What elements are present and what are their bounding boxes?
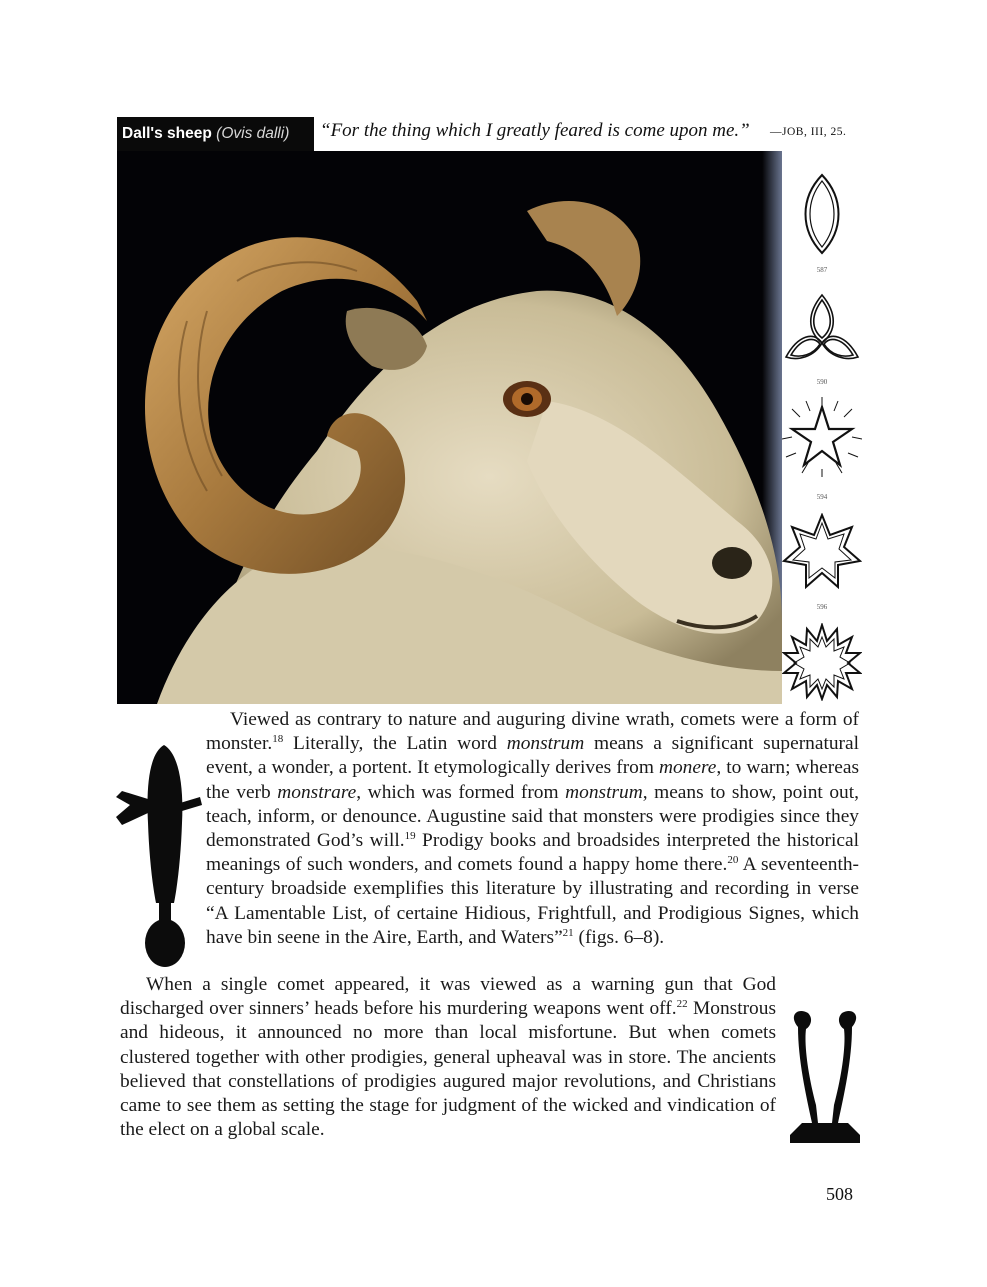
comet-glyph-left-icon bbox=[112, 743, 204, 970]
text-run: When a single comet appeared, it was viewed as a warning gun that God discharged over sinners’ heads before his murdering weapons went off. bbox=[120, 974, 776, 1020]
figure-caption-label bbox=[117, 117, 314, 151]
italic-term: monstrum bbox=[565, 781, 643, 803]
footnote-ref[interactable]: 22 bbox=[676, 998, 688, 1011]
text-run: , to warn; whereas the verb bbox=[206, 757, 859, 803]
radiant-star-icon bbox=[782, 397, 862, 477]
ram-horn-glyph-icon bbox=[784, 1005, 866, 1145]
text-run: Viewed as contrary to nature and auguring divine wrath, comets were a form of monster. bbox=[206, 709, 859, 755]
ram-head-photo bbox=[117, 151, 782, 704]
page-number: 508 bbox=[826, 1184, 853, 1204]
footnote-ref[interactable]: 19 bbox=[404, 830, 416, 843]
vesica-icon bbox=[782, 173, 862, 255]
symbol-column bbox=[782, 151, 862, 704]
symbol-number: 596 bbox=[816, 603, 828, 611]
footnote-ref[interactable]: 18 bbox=[272, 733, 284, 746]
body-paragraph-1 bbox=[206, 708, 859, 950]
text-run: Literally, the Latin word bbox=[283, 733, 507, 755]
epigraph-source: —JOB, III, 25. bbox=[770, 126, 847, 138]
text-run: Prodigy books and broadsides interpreted the historical meanings of such wonders, and comets found a happy home there. bbox=[206, 830, 859, 876]
text-run: , means to show, point out, teach, inform, or denounce. Augustine said that monsters were prodigies since they demonstrated God’s will. bbox=[206, 781, 859, 852]
symbol-number: 590 bbox=[816, 378, 828, 386]
italic-term: monere bbox=[658, 757, 717, 779]
symbol-number: 594 bbox=[816, 493, 828, 501]
epigraph-quote: “For the thing which I greatly feared is come upon me.” bbox=[320, 120, 750, 141]
triquetra-icon bbox=[782, 291, 862, 363]
ram-illustration bbox=[117, 151, 782, 704]
text-run: means a significant supernatural event, a wonder, a portent. It etymologically derives from bbox=[206, 733, 859, 779]
text-run: (figs. 6–8). bbox=[573, 926, 665, 948]
starburst-icon bbox=[782, 623, 862, 701]
symbol-number: 587 bbox=[816, 266, 828, 274]
body-paragraph-2 bbox=[120, 973, 776, 1142]
footnote-ref[interactable]: 21 bbox=[562, 926, 574, 939]
seven-point-star-icon bbox=[782, 513, 862, 589]
text-run: A seventeenth-century broadside exemplifies this literature by illustrating and recording in verse “A Lamentable List, of certaine Hidious, Frightfull, and Prodigious Signes, which have bin seene in the Aire, Earth, and Waters” bbox=[206, 854, 859, 948]
footnote-ref[interactable]: 20 bbox=[727, 854, 739, 867]
species-latin-name: (Ovis dalli) bbox=[216, 125, 290, 142]
italic-term: monstrum bbox=[506, 733, 585, 755]
species-name: Dall's sheep bbox=[122, 125, 212, 142]
italic-term: monstrare bbox=[277, 781, 357, 803]
text-run: Monstrous and hideous, it announced no more than local misfortune. But when comets clustered together with other prodigies, general upheaval was in store. The ancients believed that constellations of prodigies augured major revolutions, and Christians came to see them as setting the stage for judgment of the wicked and vindication of the elect on a global scale. bbox=[120, 998, 776, 1141]
text-run: , which was formed from bbox=[356, 781, 566, 803]
